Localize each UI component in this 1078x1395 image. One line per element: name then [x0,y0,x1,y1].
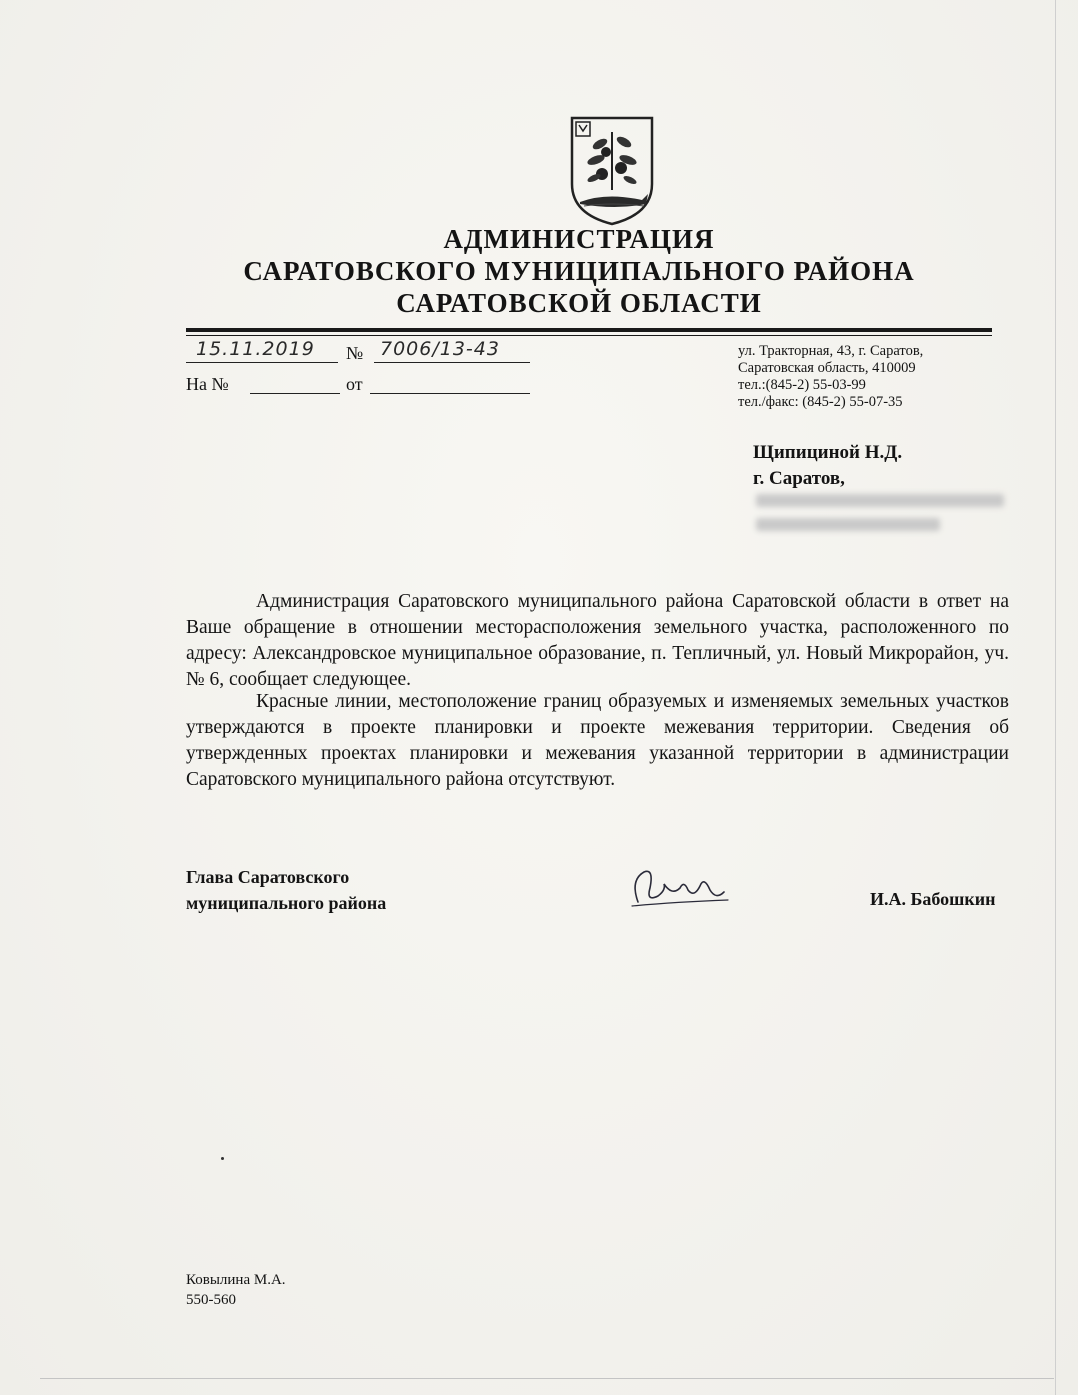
number-underline [374,362,530,363]
redacted-address-line [756,494,1004,507]
recipient-name: Щипициной Н.Д. [753,442,903,463]
position-line: Глава Саратовского [186,867,350,887]
org-address [738,343,923,411]
date-underline [186,362,338,363]
address-phone: тел.:(845-2) 55-03-99 [738,377,866,393]
signatory-name: И.А. Бабошкин [870,889,996,909]
scan-speck [221,1157,224,1160]
number-label: № [346,343,364,363]
org-title-line3: САРАТОВСКОЙ ОБЛАСТИ [396,288,762,318]
executor-phone: 550-560 [186,1292,236,1308]
registration-number: 7006/13-43 [380,338,500,360]
signatory-position [186,864,386,916]
body-paragraph-1 [186,589,1009,693]
header-divider-thick [186,328,992,332]
header-divider-thin [186,335,992,336]
page-edge-bottom [40,1378,1054,1379]
executor-name: Ковылина М.А. [186,1272,286,1288]
body-paragraph-2 [186,689,1009,793]
redacted-address-line [756,518,940,531]
address-fax: тел./факс: (845-2) 55-07-35 [738,394,903,410]
registration-date: 15.11.2019 [196,338,315,360]
paragraph-text: Красные линии, местоположение границ образуемых и изменяемых земельных участков утверждаются в проекте планировки и проекте межевания территории. Сведения об утвержденных проектах планировки и межевания указанной территории в администрации Саратовского муниципального района отсутствуют. [186,691,1009,790]
address-line: Саратовская область, 410009 [738,360,916,376]
org-title-line1: АДМИНИСТРАЦИЯ [443,224,715,254]
executor-block [186,1270,286,1310]
recipient-city: г. Саратов, [753,468,845,489]
address-line: ул. Тракторная, 43, г. Саратов, [738,343,924,359]
handwritten-signature [624,862,734,912]
recipient-block [753,440,902,492]
org-title-line2: САРАТОВСКОГО МУНИЦИПАЛЬНОГО РАЙОНА [243,256,915,286]
reply-from-underline [370,393,530,394]
reply-number-underline [250,393,340,394]
reply-from-label: от [346,374,363,394]
position-line: муниципального района [186,893,387,913]
paragraph-text: Администрация Саратовского муниципального района Саратовской области в ответ на Ваше обращение в отношении месторасположения земельного участка, расположенного по адресу: Александровское муниципальное образование, п. Тепличный, ул. Новый Микрорайон, уч. № 6, сообщает следующее. [186,591,1009,690]
page-edge-right [1055,0,1056,1395]
coat-of-arms-icon [566,114,658,228]
reply-number-label: На № [186,374,229,394]
